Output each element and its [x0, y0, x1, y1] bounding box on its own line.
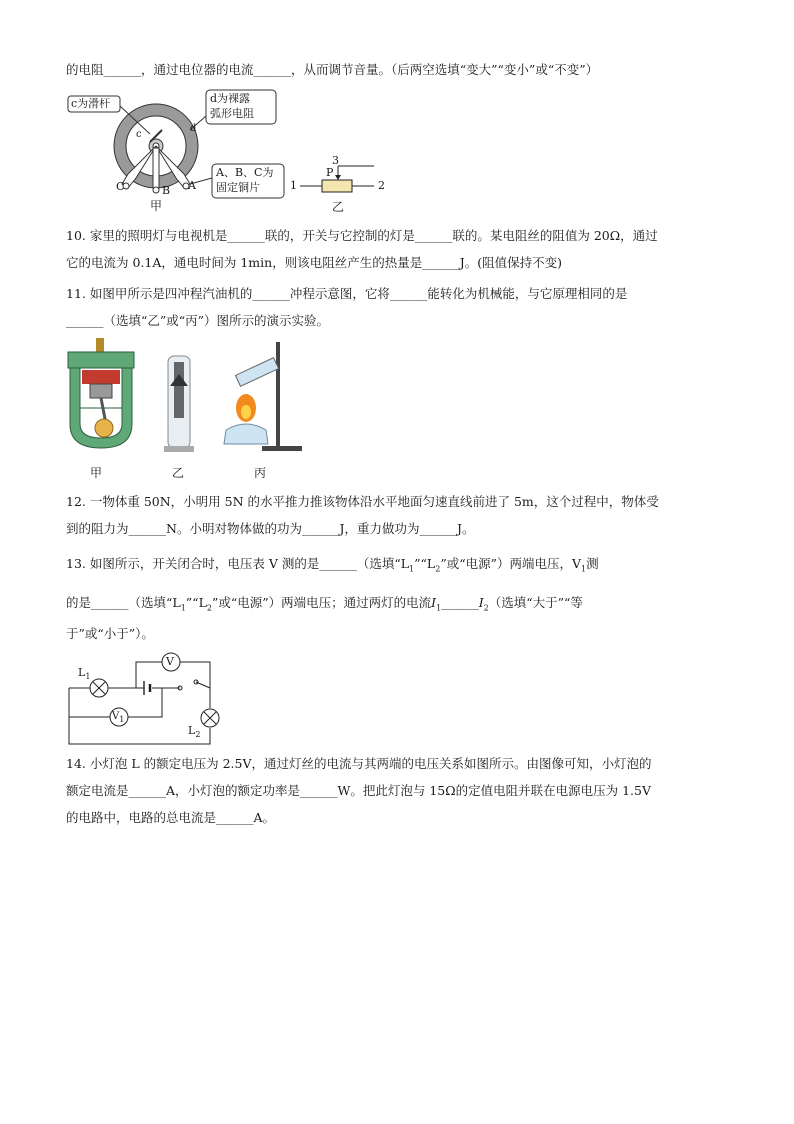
pin-a-label: A	[188, 179, 196, 192]
q13-line2-part-e: （选填“大于”“等	[488, 595, 583, 610]
rheostat-symbol-figure	[284, 152, 394, 216]
q13-circuit-figure	[66, 650, 226, 746]
q11-figure-drawings	[66, 338, 326, 488]
q12-line1: 12. 一物体重 50N，小明用 5N 的水平推力推该物体沿水平地面匀速直线前进了 5m，这个过程中，物体受	[66, 494, 659, 509]
circuit-l2-sub: 2	[195, 730, 201, 740]
q13-i2-sub: 2	[483, 603, 489, 613]
rheostat-terminal-3: 3	[332, 154, 339, 167]
circuit-l1-letter: L	[78, 666, 86, 679]
q13-line2-blank: ______	[441, 595, 479, 610]
q13-line2	[66, 595, 583, 617]
q13-v1-sub: 1	[581, 564, 587, 574]
q13-line2-l2-symbol: L	[198, 595, 207, 610]
circuit-l2-letter: L	[188, 724, 196, 737]
q13-line1-part-a: 13. 如图所示，开关闭合时，电压表 V 测的是______（选填“	[66, 556, 401, 571]
q13-i2-symbol: I	[478, 595, 484, 610]
circuit-v-meter-label: V	[166, 655, 174, 668]
resistor-letter-d: d	[190, 123, 197, 134]
circuit-v1-meter-letter: V	[112, 711, 120, 722]
figure-caption-jia: 甲	[150, 199, 163, 213]
q13-line1	[66, 556, 599, 578]
terminal-callout-line2: 固定铜片	[216, 181, 260, 194]
potentiometer-figure	[66, 86, 296, 214]
q11-caption-yi: 乙	[172, 466, 185, 480]
q13-l1-symbol: L	[400, 556, 410, 571]
q11-caption-bing: 丙	[254, 466, 267, 480]
q10-line2: 它的电流为 0.1A，通电时间为 1min，则该电阻丝产生的热量是______J。(阻值保持不变)	[66, 255, 562, 270]
q13-line2-l1-symbol: L	[172, 595, 181, 610]
q13-v1-symbol: V	[571, 556, 582, 571]
pin-c-label: C	[116, 180, 125, 193]
q11-figures	[66, 338, 326, 488]
rheostat-slider-p: P	[326, 166, 334, 179]
q10-line1: 10. 家里的照明灯与电视机是______联的，开关与它控制的灯是______联的。某电阻丝的阻值为 20Ω，通过	[66, 228, 658, 243]
resistor-callout-line1: d为裸露	[210, 92, 251, 105]
q13-circuit-drawing	[66, 650, 226, 746]
q13-line1-part-d: 测	[586, 556, 599, 571]
circuit-l1-label	[78, 666, 90, 684]
figure-caption-yi: 乙	[332, 200, 345, 214]
pin-b-label: B	[162, 184, 171, 197]
circuit-v1-meter-sub: 1	[119, 715, 125, 724]
q14-line2: 额定电流是______A，小灯泡的额定功率是______W。把此灯泡与 15Ω的定值电阻并联在电源电压为 1.5V	[66, 783, 651, 798]
q13-line2-part-b: ”“	[185, 595, 199, 610]
resistor-callout-line2: 弧形电阻	[210, 107, 254, 120]
q13-l2-sub: 2	[435, 564, 441, 574]
q13-line2-part-a: 的是______（选填“	[66, 595, 173, 610]
terminal-callout-line1: A、B、C为	[216, 166, 274, 179]
q13-line2-l2-sub: 2	[206, 603, 212, 613]
q13-line2-l1-sub: 1	[180, 603, 186, 613]
rheostat-terminal-2: 2	[378, 179, 385, 192]
q14-line3: 的电路中，电路的总电流是______A。	[66, 810, 276, 825]
q13-line3: 于”或“小于”）。	[66, 626, 154, 641]
q13-i1-sub: 1	[436, 603, 442, 613]
q11-caption-jia: 甲	[90, 466, 103, 480]
q14-line1: 14. 小灯泡 L 的额定电压为 2.5V，通过灯丝的电流与其两端的电压关系如图所示。由图像可知，小灯泡的	[66, 756, 652, 771]
slider-letter-c: c	[136, 129, 142, 140]
circuit-l2-label	[188, 724, 200, 742]
q13-l1-sub: 1	[409, 564, 415, 574]
q9-text-line: 的电阻______，通过电位器的电流______，从而调节音量。（后两空选填“变大”“变小”或“不变”）	[66, 62, 599, 77]
q13-line1-part-b: ”“	[414, 556, 427, 571]
q11-line2: ______（选填“乙”或“丙”）图所示的演示实验。	[66, 313, 330, 328]
q13-i1-symbol: I	[431, 595, 437, 610]
slider-callout: c为滑杆	[71, 97, 111, 110]
circuit-l1-sub: 1	[85, 672, 91, 682]
rheostat-terminal-1: 1	[290, 179, 297, 192]
circuit-v1-meter-label	[112, 710, 124, 727]
q13-l2-symbol: L	[426, 556, 436, 571]
q13-line2-part-c: ”或“电源”）两端电压；通过两灯的电流	[211, 595, 432, 610]
q12-line2: 到的阻力为______N。小明对物体做的功为______J，重力做功为______J。	[66, 521, 475, 536]
q13-line1-part-c: ”或“电源”）两端电压，	[440, 556, 572, 571]
q11-line1: 11. 如图甲所示是四冲程汽油机的______冲程示意图，它将______能转化为机械能，与它原理相同的是	[66, 286, 628, 301]
